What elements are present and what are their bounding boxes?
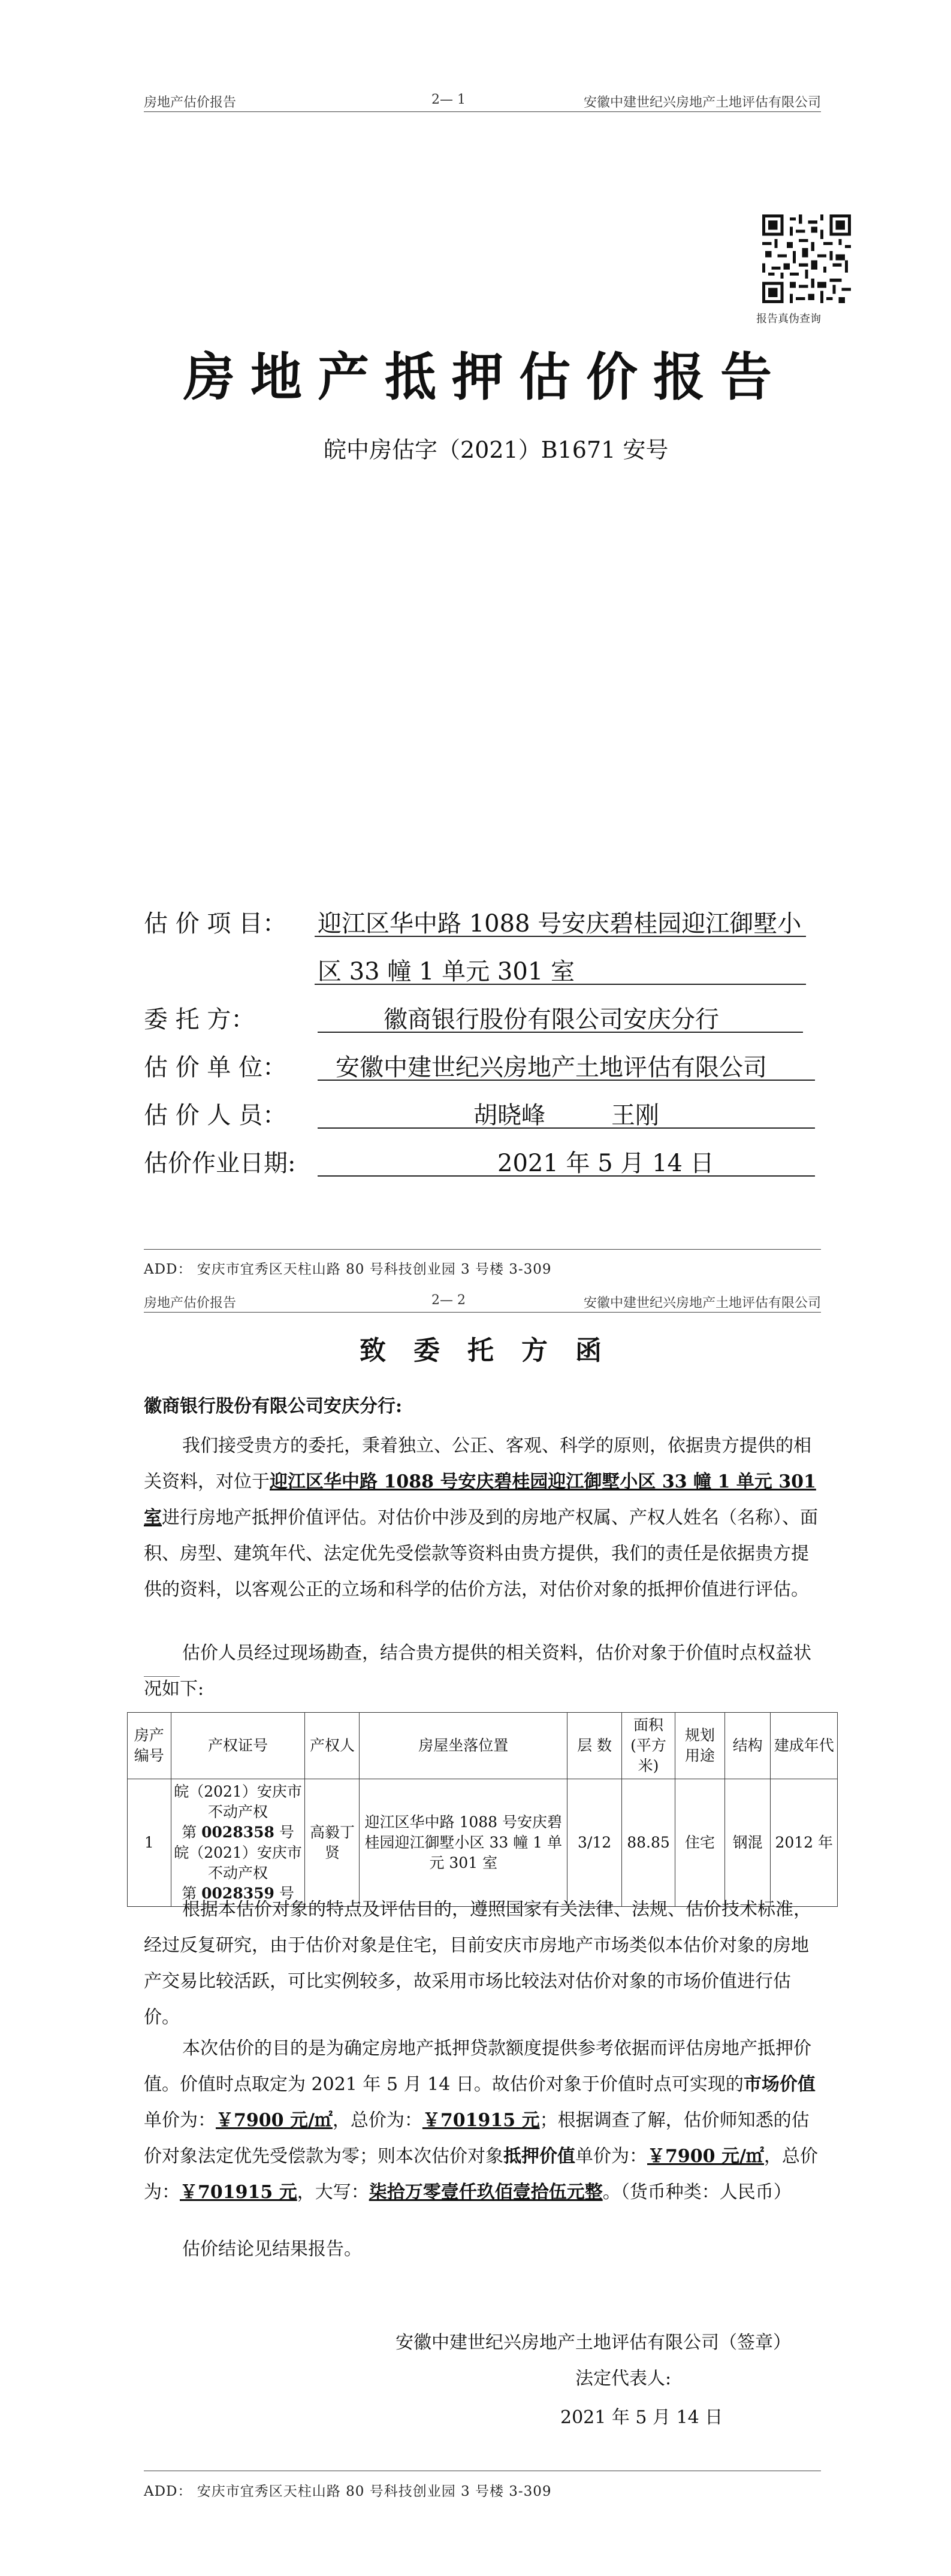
table-row: [128, 1779, 838, 1907]
qr-code-icon[interactable]: [762, 214, 851, 303]
letter-title: 致委托方函: [360, 1335, 629, 1366]
footer-rule: [144, 1249, 821, 1250]
underline: [318, 1175, 815, 1177]
header-rule: [144, 1312, 821, 1313]
addressee: 徽商银行股份有限公司安庆分行:: [144, 1396, 403, 1417]
col-header: 结构: [724, 1713, 771, 1779]
cell-no: 1: [128, 1779, 171, 1907]
col-header: 产权人: [305, 1713, 360, 1779]
market-total-price: ￥701915 元: [422, 2110, 540, 2131]
paragraph-2: 估价人员经过现场勘查，结合贵方提供的相关资料，估价对象于价值时点权益状况如下:: [144, 1643, 811, 1700]
footer-address: ADD： 安庆市宜秀区天柱山路 80 号科技创业园 3 号楼 3-309: [144, 1262, 552, 1277]
footer-address: ADD： 安庆市宜秀区天柱山路 80 号科技创业园 3 号楼 3-309: [144, 2484, 552, 2499]
cell-area: 88.85: [622, 1779, 675, 1907]
client-label: 委 托 方：: [144, 1006, 255, 1033]
col-header: 房屋坐落位置: [360, 1713, 567, 1779]
market-value-label: 市场价值: [743, 2074, 816, 2095]
col-header: 房产编号: [128, 1713, 171, 1779]
date-label: 估价作业日期:: [144, 1150, 296, 1177]
header-right: 安徽中建世纪兴房地产土地评估有限公司: [583, 1296, 821, 1311]
cell-owner: 高毅丁贤: [305, 1779, 360, 1907]
unit-label: 估 价 单 位：: [144, 1054, 287, 1081]
unit-value: 安徽中建世纪兴房地产土地评估有限公司: [336, 1054, 767, 1081]
table-header-row: [128, 1713, 838, 1779]
underline: [315, 984, 806, 985]
paragraph-3: 根据本估价对象的特点及评估目的，遵照国家有关法律、法规、估价技术标准，经过反复研究，由于估价对象是住宅，目前安庆市房地产市场类似本估价对象的房地产交易比较活跃，可比实例较多，故采用市场比较法对估价对象的市场价值进行估价。: [144, 1899, 811, 2028]
header-right: 安徽中建世纪兴房地产土地评估有限公司: [583, 95, 821, 110]
cell-usage: 住宅: [675, 1779, 724, 1907]
cell-floors: 3/12: [567, 1779, 622, 1907]
header-rule: [144, 111, 821, 112]
underline: [318, 1032, 803, 1033]
appraiser-label: 估 价 人 员：: [144, 1102, 287, 1129]
cell-year: 2012 年: [771, 1779, 838, 1907]
report-title: 房地产抵押估价报告: [183, 347, 787, 407]
project-label: 估 价 项 目：: [144, 910, 287, 938]
project-value-line1: 迎江区华中路 1088 号安庆碧桂园迎江御墅小: [318, 910, 802, 938]
market-unit-price: ￥7900 元/㎡: [216, 2110, 333, 2131]
mortgage-total-price: ￥701915 元: [180, 2182, 297, 2203]
cell-location: 迎江区华中路 1088 号安庆碧桂园迎江御墅小区 33 幢 1 单元 301 室: [360, 1779, 567, 1907]
header-page-number: 2— 2: [431, 1293, 466, 1308]
signature-representative: 法定代表人:: [575, 2368, 672, 2389]
amount-in-words: 柒拾万零壹仟玖佰壹拾伍元整: [369, 2182, 603, 2203]
project-value-line2: 区 33 幢 1 单元 301 室: [318, 958, 575, 985]
underline: [144, 1676, 180, 1677]
col-header: 产权证号: [171, 1713, 305, 1779]
cell-cert: 皖（2021）安庆市不动产权 第 0028358 号 皖（2021）安庆市不动产权 第 0028359 号: [171, 1779, 305, 1907]
cell-structure: 钢混: [724, 1779, 771, 1907]
signature-date: 2021 年 5 月 14 日: [560, 2407, 723, 2428]
appraiser-1: 胡晓峰: [473, 1102, 545, 1129]
header-left: 房地产估价报告: [144, 95, 237, 110]
paragraph-4: 本次估价的目的是为确定房地产抵押贷款额度提供参考依据而评估房地产抵押价值。价值时点取定为 2021 年 5 月 14 日。故估价对象于价值时点可实现的市场价值单价为：￥7900 元/㎡，总价为：￥701915 元；根据调查了解，估价师知悉的估价对象法定优先受偿款为零；则本次估价对象抵押价值单价为：￥7900 元/㎡，总价为：￥701915 元，大写：柒拾万零壹仟玖佰壹拾伍元整。（货币种类：人民币）: [144, 2038, 818, 2203]
header-left: 房地产估价报告: [144, 1296, 237, 1311]
date-value: 2021 年 5 月 14 日: [497, 1150, 714, 1177]
report-number: 皖中房估字（2021）B1671 安号: [324, 437, 669, 463]
property-table: [127, 1712, 838, 1907]
appraiser-2: 王刚: [611, 1102, 659, 1129]
client-value: 徽商银行股份有限公司安庆分行: [384, 1006, 719, 1033]
paragraph-1: 我们接受贵方的委托，秉着独立、公正、客观、科学的原则，依据贵方提供的相关资料，对位于迎江区华中路 1088 号安庆碧桂园迎江御墅小区 33 幢 1 单元 301 室进行房地产抵押价值评估。对估价中涉及到的房地产权属、产权人姓名（名称）、面积、房型、建筑年代、法定优先受偿款等资料由贵方提供，我们的责任是依据贵方提供的资料，以客观公正的立场和科学的估价方法，对估价对象的抵押价值进行评估。: [144, 1435, 818, 1600]
mortgage-unit-price: ￥7900 元/㎡: [647, 2146, 764, 2167]
qr-label: 报告真伪查询: [756, 313, 821, 325]
mortgage-value-label: 抵押价值: [503, 2146, 575, 2167]
header-page-number: 2— 1: [431, 92, 466, 107]
paragraph-5: 估价结论见结果报告。: [182, 2239, 362, 2260]
col-header: 规划用途: [675, 1713, 724, 1779]
signature-company: 安徽中建世纪兴房地产土地评估有限公司（签章）: [396, 2332, 791, 2353]
underline: [315, 936, 806, 937]
col-header: 面积(平方米): [622, 1713, 675, 1779]
underline: [318, 1127, 815, 1129]
property-address: 迎江区华中路 1088 号安庆碧桂园迎江御墅小区 33 幢 1 单元 301 室: [144, 1471, 816, 1528]
col-header: 建成年代: [771, 1713, 838, 1779]
underline: [318, 1080, 815, 1081]
col-header: 层 数: [567, 1713, 622, 1779]
